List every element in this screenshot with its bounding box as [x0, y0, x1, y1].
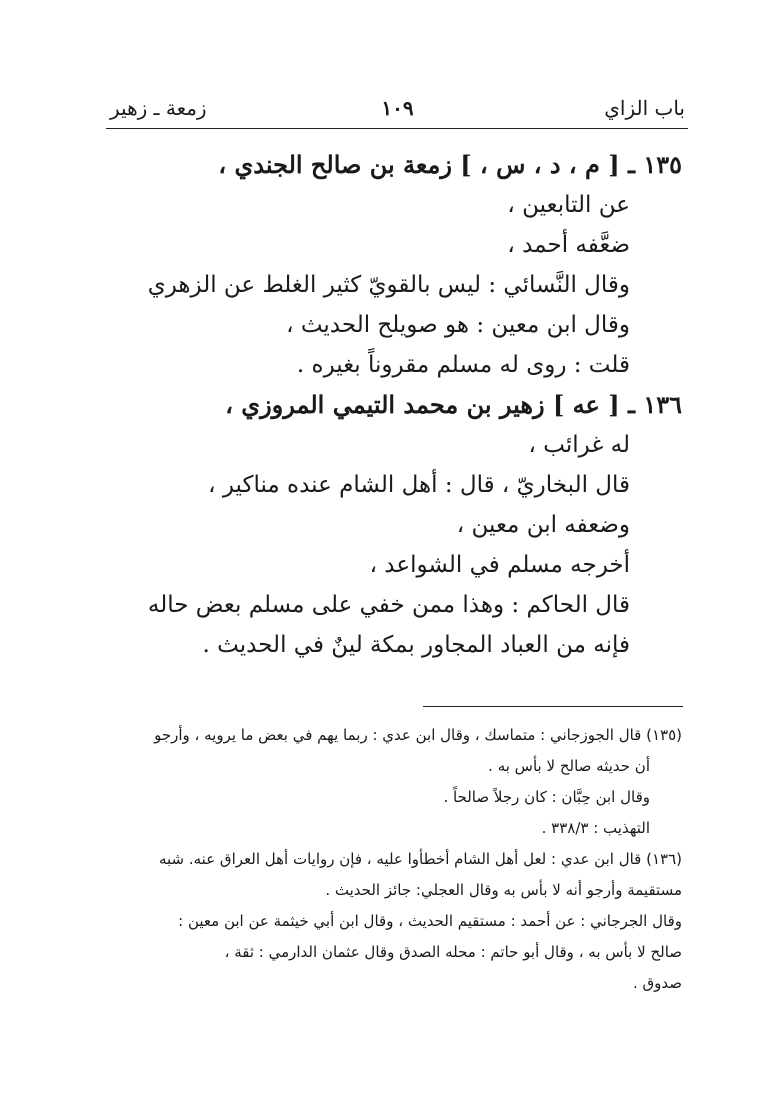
- entry-line: قلت : روى له مسلم مقروناً بغيره .: [296, 352, 630, 378]
- footnotes: [117, 720, 682, 999]
- page-header: [110, 96, 685, 130]
- entry-heading: ١٣٥ ـ [ م ، د ، س ، ] زمعة بن صالح الجندي ،: [218, 150, 682, 179]
- footnote-line: وقال ابن حِبَّان : كان رجلاً صالحاً .: [443, 788, 650, 806]
- footnote-136: [117, 844, 682, 999]
- entry-line: أخرجه مسلم في الشواعد ،: [369, 552, 630, 578]
- entry-line: وقال ابن معين : هو صويلح الحديث ،: [286, 312, 630, 338]
- section-title: زمعة ـ زهير: [110, 96, 207, 120]
- footnote-line: (١٣٦) قال ابن عدي : لعل أهل الشام أخطأوا عليه ، فإن روايات أهل العراق عنه. شبه: [158, 850, 682, 868]
- footnote-line: التهذيب : ٣٣٨/٣ .: [541, 819, 650, 837]
- footnote-rule: [423, 706, 683, 707]
- footnote-line: صدوق .: [632, 974, 682, 992]
- entry-line: له غرائب ،: [528, 432, 630, 458]
- entry-line: قال البخاريّ ، قال : أهل الشام عنده مناكير ،: [208, 472, 630, 498]
- footnote-line: أن حديثه صالح لا بأس به .: [488, 757, 650, 775]
- header-rule: [106, 128, 688, 129]
- footnote-line: (١٣٥) قال الجوزجاني : متماسك ، وقال ابن عدي : ربما يهم في بعض ما يرويه ، وأرجو: [154, 726, 682, 744]
- entry-136: [122, 385, 682, 665]
- entry-line: قال الحاكم : وهذا ممن خفي على مسلم بعض حاله: [147, 592, 630, 618]
- entry-line: وضعفه ابن معين ،: [456, 512, 630, 538]
- entry-line: وقال النَّسائي : ليس بالقويّ كثير الغلط عن الزهري: [147, 272, 630, 298]
- entry-135: [122, 145, 682, 385]
- entry-line: عن التابعين ،: [507, 192, 630, 218]
- main-text: [122, 145, 682, 665]
- entry-heading: ١٣٦ ـ [ عه ] زهير بن محمد التيمي المروزي ،: [225, 390, 682, 419]
- footnote-135: [117, 720, 682, 844]
- entry-line: ضعَّفه أحمد ،: [507, 232, 630, 258]
- entry-line: فإنه من العباد المجاور بمكة لينٌ في الحديث .: [202, 632, 630, 658]
- footnote-line: صالح لا بأس به ، وقال أبو حاتم : محله الصدق وقال عثمان الدارمي : ثقة ،: [224, 943, 682, 961]
- chapter-title: باب الزاي: [604, 96, 685, 120]
- page-number: ١٠٩: [381, 96, 414, 120]
- footnote-line: وقال الجرجاني : عن أحمد : مستقيم الحديث ، وقال ابن أبي خيثمة عن ابن معين :: [178, 912, 682, 930]
- footnote-line: مستقيمة وأرجو أنه لا بأس به وقال العجلي: جائز الحديث .: [325, 881, 682, 899]
